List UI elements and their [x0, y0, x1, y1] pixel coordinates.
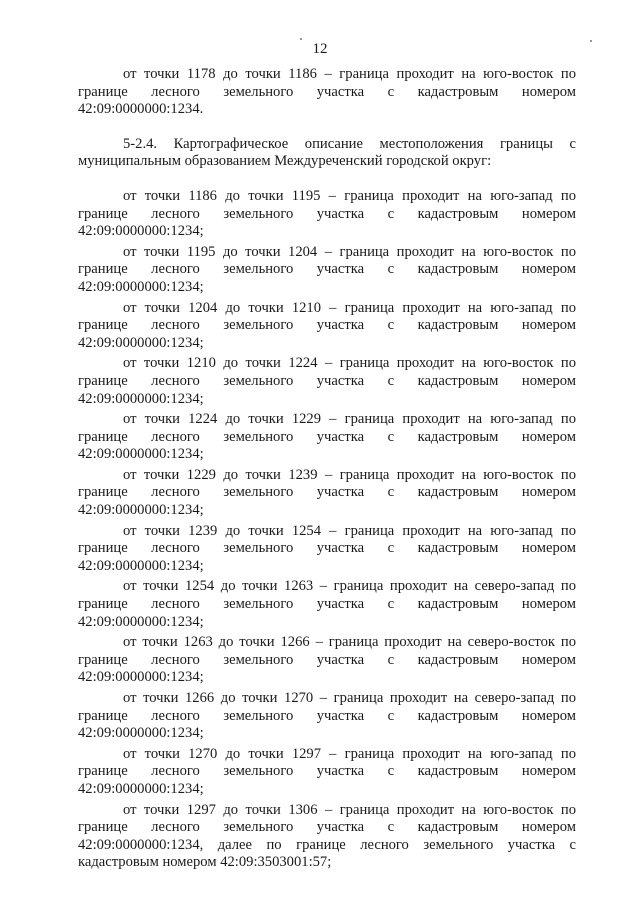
- intro-entry: от точки 1178 до точки 1186 – граница проходит на юго-восток по границе лесного земельного участка с кадастровым номером 42:09:0000000:1234.: [78, 66, 576, 118]
- boundary-entries-list: [78, 188, 576, 872]
- boundary-entry: от точки 1229 до точки 1239 – граница проходит на юго-восток по границе лесного земельного участка с кадастровым номером 42:09:0000000:1234;: [78, 466, 576, 519]
- boundary-entry: от точки 1195 до точки 1204 – граница проходит на юго-восток по границе лесного земельного участка с кадастровым номером 42:09:0000000:1234;: [78, 243, 576, 295]
- boundary-entry: от точки 1266 до точки 1270 – граница проходит на северо-запад по границе лесного земельного участка с кадастровым номером 42:09:0000000:1234;: [78, 690, 576, 742]
- boundary-entry: от точки 1204 до точки 1210 – граница проходит на юго-запад по границе лесного земельного участка с кадастровым номером 42:09:0000000:1234;: [78, 299, 576, 351]
- section-heading: 5-2.4. Картографическое описание местоположения границы с муниципальным образованием Междуреченский городской округ:: [78, 135, 576, 170]
- page-number: 12: [312, 41, 328, 57]
- boundary-entry: от точки 1239 до точки 1254 – граница проходит на юго-запад по границе лесного земельного участка с кадастровым номером 42:09:0000000:1234;: [78, 522, 576, 574]
- document-body: [78, 66, 576, 875]
- boundary-entry: от точки 1270 до точки 1297 – граница проходит на юго-запад по границе лесного земельного участка с кадастровым номером 42:09:0000000:1234;: [78, 745, 576, 797]
- boundary-entry: от точки 1224 до точки 1229 – граница проходит на юго-запад по границе лесного земельного участка с кадастровым номером 42:09:0000000:1234;: [78, 411, 576, 463]
- boundary-entry: от точки 1263 до точки 1266 – граница проходит на северо-восток по границе лесного земельного участка с кадастровым номером 42:09:0000000:1234;: [78, 634, 576, 686]
- boundary-entry: от точки 1297 до точки 1306 – граница проходит на юго-восток по границе лесного земельного участка с кадастровым номером 42:09:0000000:1234, далее по границе лесного земельного участка с кадастровым номером 42:09:3503001:57;: [78, 801, 576, 871]
- boundary-entry: от точки 1210 до точки 1224 – граница проходит на юго-восток по границе лесного земельного участка с кадастровым номером 42:09:0000000:1234;: [78, 355, 576, 407]
- boundary-entry: от точки 1186 до точки 1195 – граница проходит на юго-запад по границе лесного земельного участка с кадастровым номером 42:09:0000000:1234;: [78, 187, 576, 240]
- boundary-entry: от точки 1254 до точки 1263 – граница проходит на северо-запад по границе лесного земельного участка с кадастровым номером 42:09:0000000:1234;: [78, 578, 576, 630]
